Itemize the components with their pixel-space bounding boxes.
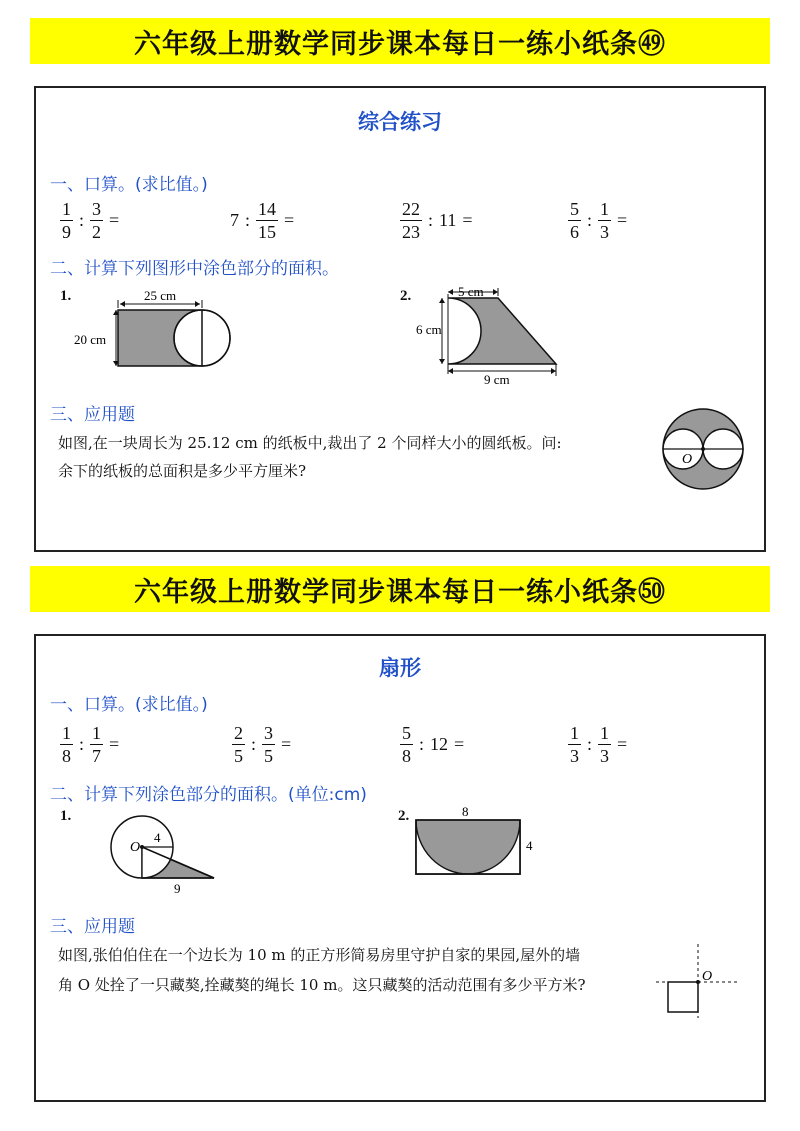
ratio-expression: $\frac{1}{9}$ : $\frac{3}{2}$ =: [62, 199, 120, 242]
point-label: O: [130, 840, 141, 855]
worksheet-banner: 六年级上册数学同步课本每日一练小纸条㊿: [30, 566, 770, 612]
problem-text: 余下的纸板的总面积是多少平方厘米?: [58, 462, 307, 480]
figure-circle-triangle: [74, 804, 234, 894]
fraction: $\frac{14}{15}$: [258, 199, 277, 242]
fraction: $\frac{1}{3}$: [600, 199, 610, 242]
figure-number: 1.: [60, 288, 72, 304]
point-label: O: [682, 452, 693, 467]
ratio-expression: $\frac{1}{3}$ : $\frac{1}{3}$ =: [570, 723, 628, 766]
fraction: $\frac{1}{3}$: [570, 723, 579, 766]
figure-number: 2.: [398, 808, 410, 824]
figure-number: 2.: [400, 288, 412, 304]
figure-rect-quarter-circles: [412, 804, 552, 884]
ratio-expression: $\frac{2}{5}$ : $\frac{3}{5}$ =: [234, 723, 292, 766]
figure-house-corner: [654, 942, 744, 1022]
fraction: $\frac{1}{9}$: [62, 199, 71, 242]
dimension-label: 25 cm: [144, 288, 177, 303]
dimension-label: 9: [174, 881, 181, 894]
dimension-label: 4: [526, 838, 533, 853]
dimension-label: 8: [462, 804, 469, 819]
section-heading-area: 二、计算下列图形中涂色部分的面积。: [50, 259, 339, 279]
dimension-label: 4: [154, 830, 161, 845]
fraction: $\frac{3}{5}$: [264, 723, 274, 766]
worksheet-title: 扇形: [379, 656, 421, 680]
dimension-label: 9 cm: [484, 372, 510, 384]
section-heading-application: 三、应用题: [50, 405, 135, 425]
dimension-label: 20 cm: [74, 332, 107, 347]
figure-circle-cutouts: [660, 406, 746, 492]
problem-text: 角 O 处拴了一只藏獒,拴藏獒的绳长 10 m。这只藏獒的活动范围有多少平方米?: [58, 976, 586, 994]
problem-text: 如图,在一块周长为 25.12 cm 的纸板中,裁出了 2 个同样大小的圆纸板。问:: [58, 434, 562, 452]
fraction: $\frac{22}{23}$: [402, 199, 420, 242]
section-heading-mental-math: 一、口算。(求比值。): [50, 175, 208, 195]
worksheet-panel: [34, 634, 766, 1102]
dimension-label: 5 cm: [458, 284, 484, 299]
fraction: $\frac{1}{8}$: [62, 723, 71, 766]
section-heading-application: 三、应用题: [50, 917, 135, 937]
worksheet-panel: [34, 86, 766, 552]
figure-number: 1.: [60, 808, 72, 824]
worksheet-banner: 六年级上册数学同步课本每日一练小纸条㊾: [30, 18, 770, 64]
fraction: $\frac{3}{2}$: [92, 199, 102, 242]
ratio-expression: $\frac{5}{6}$ : $\frac{1}{3}$ =: [570, 199, 628, 242]
fraction: $\frac{1}{3}$: [600, 723, 610, 766]
fraction: $\frac{1}{7}$: [92, 723, 102, 766]
ratio-expression: $\frac{1}{8}$ : $\frac{1}{7}$ =: [62, 723, 120, 766]
ratio-expression: $\frac{22}{23}$ : 11 =: [402, 199, 473, 242]
section-heading-area: 二、计算下列涂色部分的面积。(单位:cm): [50, 785, 367, 805]
fraction: $\frac{5}{6}$: [570, 199, 579, 242]
problem-text: 如图,张伯伯住在一个边长为 10 m 的正方形简易房里守护自家的果园,屋外的墙: [58, 946, 581, 964]
ratio-expression: 7 : $\frac{14}{15}$ =: [230, 199, 295, 242]
section-heading-mental-math: 一、口算。(求比值。): [50, 695, 208, 715]
point-label: O: [702, 969, 713, 984]
figure-trapezoid: [412, 284, 582, 384]
figure-rect-semicircle: [74, 284, 234, 374]
fraction: $\frac{5}{8}$: [402, 723, 411, 766]
ratio-expression: $\frac{5}{8}$ : 12 =: [402, 723, 465, 766]
dimension-label: 6 cm: [416, 322, 442, 337]
fraction: $\frac{2}{5}$: [234, 723, 243, 766]
worksheet-title: 综合练习: [358, 110, 442, 134]
